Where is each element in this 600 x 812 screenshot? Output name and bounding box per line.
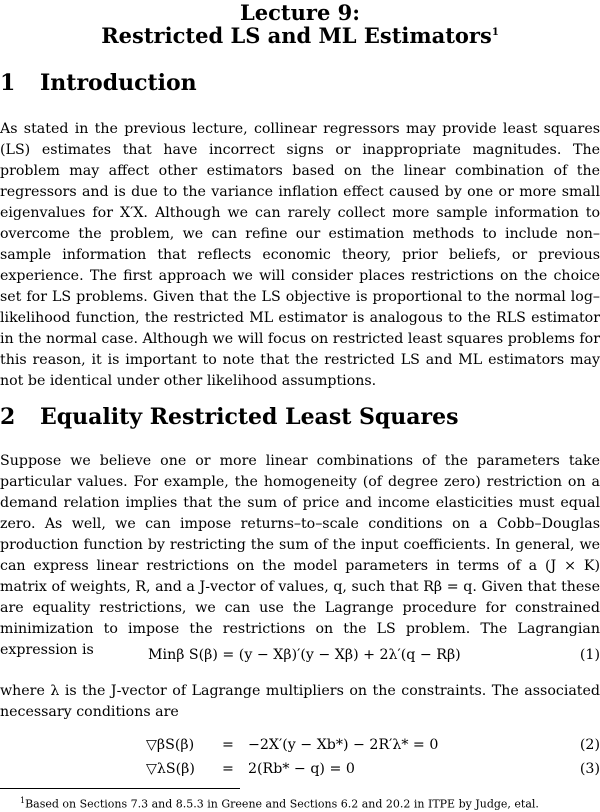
footnote [20,794,600,812]
footnote-mark: 1 [20,796,26,805]
title-line-2: Restricted LS and ML Estimators$^1$ [101,23,499,48]
equation-3-rel: = [222,761,234,777]
title-line-1: Lecture 9: [240,0,360,25]
equation-2 [0,734,600,756]
equation-1-number: (1) [579,647,600,663]
equation-3 [0,758,600,780]
equation-2-rel: = [222,737,234,753]
footnote-rule [0,788,240,789]
footnote-text: Based on Sections 7.3 and 8.5.3 in Greene and Sections 6.2 and 20.2 in ITPE by Judge, etal. [25,797,539,811]
equation-1-body: Minβ S(β) = (y − Xβ)′(y − Xβ) + 2λ′(q − Rβ) [148,647,461,663]
section-1-paragraph: As stated in the previous lecture, collinear regressors may provide least squares (LS) estimates that have incorrect signs or inappropriate magnitudes. The problem may affect other estimators based on the linear combination of the regressors and is due to the variance inflation effect caused by one or more small eigenvalues for X′X. Although we can rarely collect more sample information to overcome the problem, we can refine our estimation methods to include non–sample information that reflects economic theory, prior beliefs, or previous experience. The first approach we will consider places restrictions on the choice set for LS problems. Given that the LS objective is proportional to the normal log–likelihood function, the restricted ML estimator is analogous to the RLS estimator in the normal case. Although we will focus on restricted least squares problems for this reason, it is important to note that the restricted LS and ML estimators may not be identical under other likelihood assumptions. [0,121,600,389]
equation-3-rhs: 2(Rb* − q) = 0 [248,761,355,777]
equation-2-lhs: ▽βS(β) [146,737,195,753]
equation-3-lhs: ▽λS(β) [146,761,195,777]
section-2-multipliers-text: where λ is the J-vector of Lagrange multipliers on the constraints. The associated necessary conditions are [0,683,600,720]
equation-2-number: (2) [579,737,600,753]
equation-3-number: (3) [579,761,600,777]
equation-1 [0,644,600,666]
title-footnote-mark: 1 [491,27,499,38]
section-2-heading: 2 Equality Restricted Least Squares [0,404,459,430]
section-1-heading: 1 Introduction [0,70,197,96]
equation-2-rhs: −2X′(y − Xb*) − 2R′λ* = 0 [248,737,439,753]
section-2-paragraph: Suppose we believe one or more linear combinations of the parameters take particular values. For example, the homogeneity (of degree zero) restriction on a demand relation implies that the sum of price and income elasticities must equal zero. As well, we can impose returns–to–scale conditions on a Cobb–Douglas production function by restricting the sum of the input coefficients. In general, we can express linear restrictions on the model parameters in terms of a (J × K) matrix of weights, R, and a J-vector of values, q, such that Rβ = q. Given that these are equality restrictions, we can use the Lagrange procedure for constrained minimization to impose the restrictions on the LS problem. The Lagrangian expression is [0,453,600,658]
